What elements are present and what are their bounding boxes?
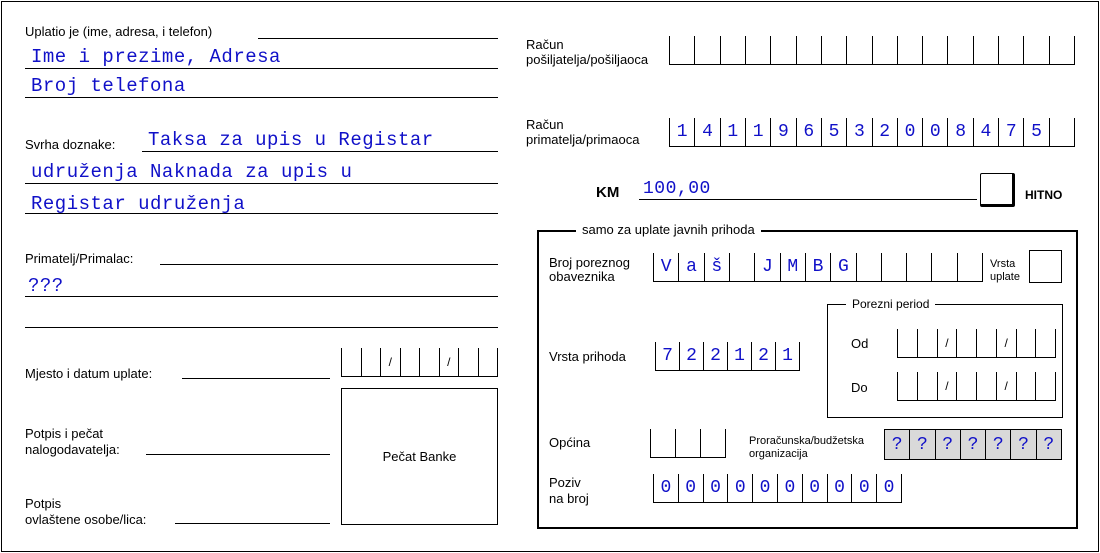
bank-stamp-label: Pečat Banke: [382, 449, 457, 464]
payer-signature-label-2: nalogodavatelja:: [25, 442, 120, 457]
payer-label-line: [258, 38, 498, 39]
recipient-account-boxes[interactable]: 1 4 1 1 9 6 5 3 2 0 0 8 4 7 5: [669, 118, 1075, 147]
recipient-label: Primatelj/Primalac:: [25, 251, 134, 266]
taxpayer-label-2: obaveznika: [549, 269, 615, 284]
taxpayer-boxes[interactable]: V a š J M B G: [653, 253, 983, 282]
budget-org-label-1: Proračunska/budžetska: [749, 435, 864, 447]
reference-label-2: na broj: [549, 491, 589, 506]
budget-org-boxes[interactable]: ? ? ? ? ? ? ?: [884, 429, 1062, 460]
amount-label: KM: [596, 184, 620, 201]
purpose-underline-2: [25, 183, 498, 184]
auth-signature-label-1: Potpis: [25, 496, 62, 511]
recipient-underline-2: [25, 327, 498, 328]
taxpayer-label-1: Broj poreznog: [549, 255, 630, 270]
to-label: Do: [851, 380, 868, 395]
purpose-line-1[interactable]: Taksa za upis u Registar: [148, 129, 434, 151]
purpose-underline-3: [25, 213, 498, 214]
payer-underline-2: [25, 97, 498, 98]
urgent-label: HITNO: [1025, 188, 1063, 202]
payment-type-box[interactable]: [1029, 250, 1062, 283]
place-date-line: [182, 378, 330, 379]
reference-label-1: Poziv: [549, 475, 581, 490]
sender-account-label-2: pošiljatelja/pošiljaoca: [526, 52, 649, 67]
tax-period-legend: Porezni period: [846, 297, 935, 311]
payer-underline-1: [25, 68, 498, 69]
bank-stamp-box: [341, 388, 498, 525]
sender-account-label-1: Račun: [526, 37, 564, 52]
amount-underline: [639, 199, 977, 200]
place-date-label: Mjesto i datum uplate:: [25, 366, 153, 381]
recipient-value[interactable]: ???: [28, 275, 64, 297]
date-boxes[interactable]: / /: [341, 348, 498, 377]
recipient-account-label-2: primatelja/primaoca: [526, 132, 640, 147]
from-label: Od: [851, 336, 869, 351]
auth-signature-line: [175, 523, 330, 524]
payer-signature-label-1: Potpis i pečat: [25, 426, 104, 441]
recipient-underline-1: [25, 296, 498, 297]
purpose-line-2[interactable]: udruženja Naknada za upis u: [31, 161, 353, 183]
revenue-type-boxes[interactable]: 7 2 2 1 2 1: [655, 342, 800, 371]
recipient-label-line: [160, 264, 498, 265]
purpose-underline-1: [142, 151, 498, 152]
to-date-boxes[interactable]: / /: [897, 372, 1056, 401]
amount-value[interactable]: 100,00: [643, 179, 711, 199]
recipient-account-label-1: Račun: [526, 117, 564, 132]
reference-boxes[interactable]: 0 0 0 0 0 0 0 0 0 0: [653, 474, 902, 503]
budget-org-label-2: organizacija: [749, 448, 808, 460]
municipality-label: Općina: [549, 435, 591, 450]
urgent-checkbox[interactable]: [980, 173, 1015, 207]
revenue-type-label: Vrsta prihoda: [549, 349, 626, 364]
purpose-line-3[interactable]: Registar udruženja: [31, 193, 246, 215]
payer-line-2[interactable]: Broj telefona: [31, 75, 186, 97]
from-date-boxes[interactable]: / /: [897, 329, 1056, 358]
sender-account-boxes[interactable]: [669, 36, 1075, 65]
payer-signature-line: [146, 454, 330, 455]
payment-type-label-2: uplate: [990, 271, 1020, 283]
public-revenue-legend: samo za uplate javnih prihoda: [576, 222, 761, 237]
purpose-label: Svrha doznake:: [25, 137, 116, 152]
municipality-boxes[interactable]: [650, 429, 726, 458]
payer-line-1[interactable]: Ime i prezime, Adresa: [31, 46, 281, 68]
payer-label: Uplatio je (ime, adresa, i telefon): [25, 24, 213, 39]
auth-signature-label-2: ovlaštene osobe/lica:: [25, 512, 147, 527]
payment-type-label-1: Vrsta: [990, 258, 1016, 270]
